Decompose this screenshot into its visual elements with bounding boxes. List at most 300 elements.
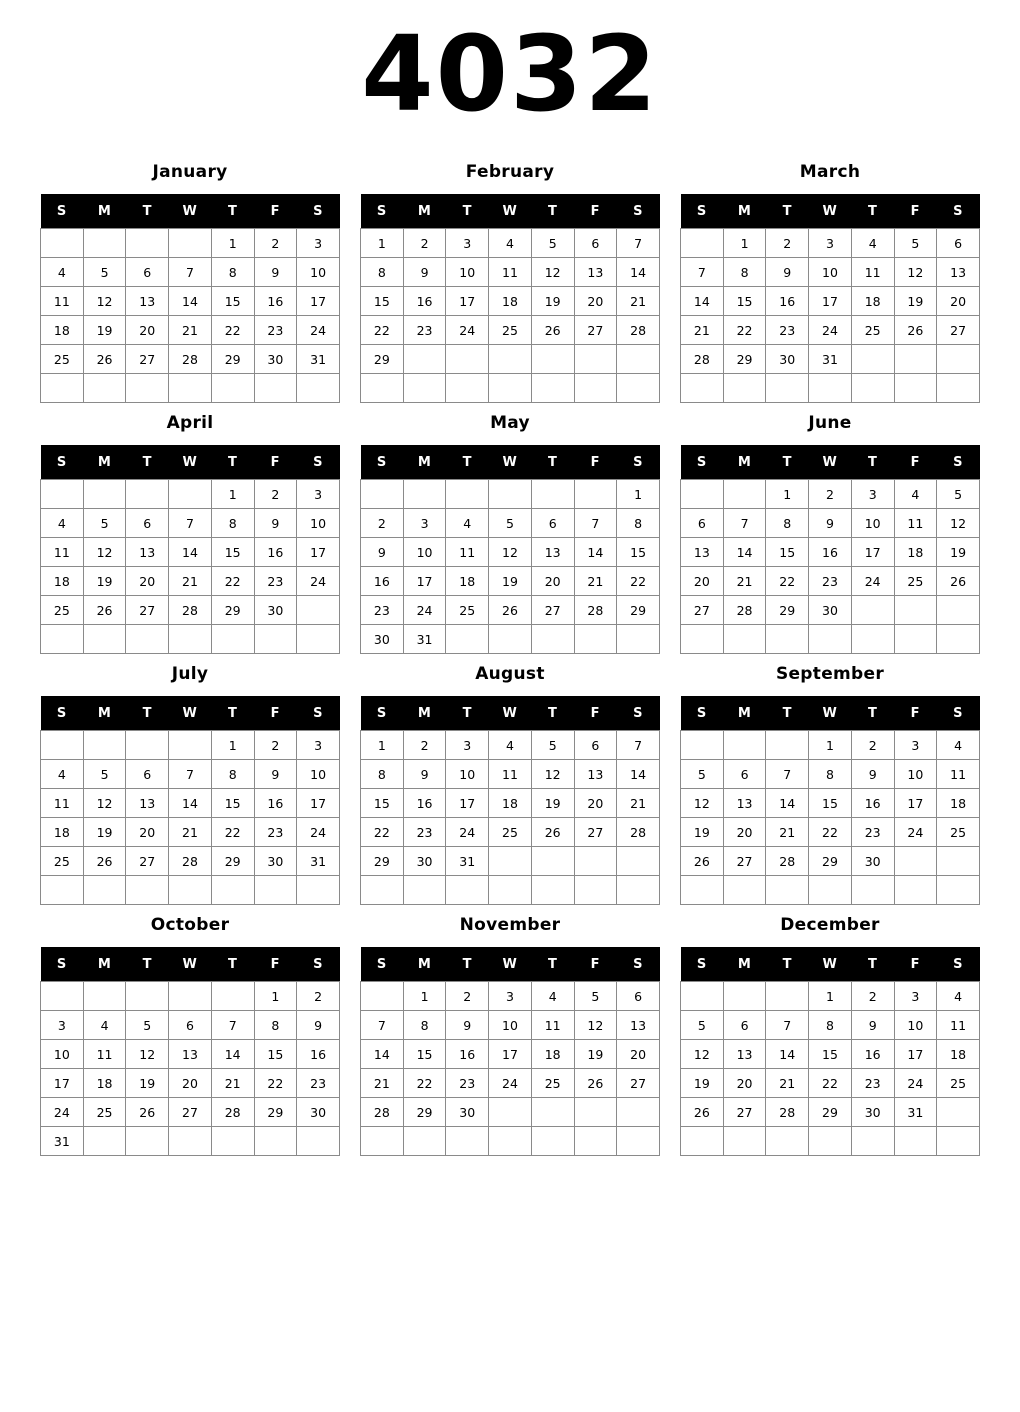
day-cell[interactable]: 26	[531, 818, 574, 847]
day-cell[interactable]: 10	[297, 509, 340, 538]
day-cell[interactable]: 15	[211, 789, 254, 818]
day-cell[interactable]: 23	[254, 567, 297, 596]
day-cell[interactable]: 10	[809, 258, 852, 287]
day-cell[interactable]: 1	[211, 480, 254, 509]
day-cell[interactable]: 27	[126, 847, 169, 876]
day-cell[interactable]: 29	[403, 1098, 446, 1127]
day-cell[interactable]: 16	[766, 287, 809, 316]
day-cell[interactable]: 24	[851, 567, 894, 596]
day-cell[interactable]: 9	[403, 760, 446, 789]
day-cell[interactable]: 6	[169, 1011, 212, 1040]
day-cell[interactable]: 26	[681, 1098, 724, 1127]
day-cell[interactable]: 28	[617, 818, 660, 847]
day-cell[interactable]: 21	[169, 567, 212, 596]
day-cell[interactable]: 22	[361, 818, 404, 847]
day-cell[interactable]: 2	[446, 982, 489, 1011]
day-cell[interactable]: 3	[894, 982, 937, 1011]
day-cell[interactable]: 3	[851, 480, 894, 509]
day-cell[interactable]: 15	[211, 287, 254, 316]
day-cell[interactable]: 18	[937, 1040, 980, 1069]
day-cell[interactable]: 31	[403, 625, 446, 654]
day-cell[interactable]: 11	[489, 258, 532, 287]
day-cell[interactable]: 13	[126, 287, 169, 316]
day-cell[interactable]: 20	[937, 287, 980, 316]
day-cell[interactable]: 6	[574, 229, 617, 258]
day-cell[interactable]: 15	[809, 789, 852, 818]
day-cell[interactable]: 3	[489, 982, 532, 1011]
day-cell[interactable]: 9	[361, 538, 404, 567]
day-cell[interactable]: 26	[574, 1069, 617, 1098]
day-cell[interactable]: 3	[894, 731, 937, 760]
day-cell[interactable]: 2	[254, 480, 297, 509]
day-cell[interactable]: 14	[574, 538, 617, 567]
day-cell[interactable]: 18	[489, 789, 532, 818]
day-cell[interactable]: 24	[297, 818, 340, 847]
day-cell[interactable]: 27	[126, 596, 169, 625]
day-cell[interactable]: 31	[894, 1098, 937, 1127]
day-cell[interactable]: 16	[254, 287, 297, 316]
day-cell[interactable]: 7	[211, 1011, 254, 1040]
day-cell[interactable]: 19	[126, 1069, 169, 1098]
day-cell[interactable]: 2	[361, 509, 404, 538]
day-cell[interactable]: 29	[211, 345, 254, 374]
day-cell[interactable]: 29	[809, 1098, 852, 1127]
day-cell[interactable]: 3	[297, 229, 340, 258]
day-cell[interactable]: 29	[211, 847, 254, 876]
day-cell[interactable]: 5	[681, 1011, 724, 1040]
day-cell[interactable]: 17	[446, 287, 489, 316]
day-cell[interactable]: 20	[723, 1069, 766, 1098]
day-cell[interactable]: 25	[489, 316, 532, 345]
day-cell[interactable]: 11	[446, 538, 489, 567]
day-cell[interactable]: 3	[403, 509, 446, 538]
day-cell[interactable]: 7	[169, 760, 212, 789]
day-cell[interactable]: 1	[809, 731, 852, 760]
day-cell[interactable]: 7	[766, 760, 809, 789]
day-cell[interactable]: 18	[489, 287, 532, 316]
day-cell[interactable]: 1	[361, 731, 404, 760]
day-cell[interactable]: 28	[361, 1098, 404, 1127]
day-cell[interactable]: 28	[574, 596, 617, 625]
day-cell[interactable]: 25	[41, 596, 84, 625]
day-cell[interactable]: 5	[531, 731, 574, 760]
day-cell[interactable]: 20	[126, 316, 169, 345]
day-cell[interactable]: 13	[574, 258, 617, 287]
day-cell[interactable]: 12	[83, 287, 126, 316]
day-cell[interactable]: 17	[894, 789, 937, 818]
day-cell[interactable]: 30	[254, 596, 297, 625]
day-cell[interactable]: 29	[211, 596, 254, 625]
day-cell[interactable]: 26	[126, 1098, 169, 1127]
day-cell[interactable]: 9	[851, 1011, 894, 1040]
day-cell[interactable]: 10	[489, 1011, 532, 1040]
day-cell[interactable]: 30	[403, 847, 446, 876]
day-cell[interactable]: 1	[809, 982, 852, 1011]
day-cell[interactable]: 29	[361, 345, 404, 374]
day-cell[interactable]: 6	[126, 258, 169, 287]
day-cell[interactable]: 19	[574, 1040, 617, 1069]
day-cell[interactable]: 15	[254, 1040, 297, 1069]
day-cell[interactable]: 9	[254, 258, 297, 287]
day-cell[interactable]: 10	[297, 760, 340, 789]
day-cell[interactable]: 24	[446, 316, 489, 345]
day-cell[interactable]: 14	[169, 287, 212, 316]
day-cell[interactable]: 30	[766, 345, 809, 374]
day-cell[interactable]: 19	[83, 316, 126, 345]
day-cell[interactable]: 13	[723, 1040, 766, 1069]
day-cell[interactable]: 23	[254, 818, 297, 847]
day-cell[interactable]: 16	[254, 789, 297, 818]
day-cell[interactable]: 1	[211, 731, 254, 760]
day-cell[interactable]: 30	[254, 847, 297, 876]
day-cell[interactable]: 17	[297, 789, 340, 818]
day-cell[interactable]: 14	[681, 287, 724, 316]
day-cell[interactable]: 12	[489, 538, 532, 567]
day-cell[interactable]: 21	[617, 789, 660, 818]
day-cell[interactable]: 15	[361, 287, 404, 316]
day-cell[interactable]: 21	[723, 567, 766, 596]
day-cell[interactable]: 5	[681, 760, 724, 789]
day-cell[interactable]: 22	[403, 1069, 446, 1098]
day-cell[interactable]: 16	[254, 538, 297, 567]
day-cell[interactable]: 1	[766, 480, 809, 509]
day-cell[interactable]: 9	[446, 1011, 489, 1040]
day-cell[interactable]: 22	[211, 316, 254, 345]
day-cell[interactable]: 3	[297, 480, 340, 509]
day-cell[interactable]: 13	[937, 258, 980, 287]
day-cell[interactable]: 12	[531, 760, 574, 789]
day-cell[interactable]: 3	[297, 731, 340, 760]
day-cell[interactable]: 3	[446, 731, 489, 760]
day-cell[interactable]: 31	[446, 847, 489, 876]
day-cell[interactable]: 12	[681, 789, 724, 818]
day-cell[interactable]: 1	[617, 480, 660, 509]
day-cell[interactable]: 24	[894, 1069, 937, 1098]
day-cell[interactable]: 1	[211, 229, 254, 258]
day-cell[interactable]: 30	[254, 345, 297, 374]
day-cell[interactable]: 27	[126, 345, 169, 374]
day-cell[interactable]: 16	[809, 538, 852, 567]
day-cell[interactable]: 11	[894, 509, 937, 538]
day-cell[interactable]: 23	[851, 1069, 894, 1098]
day-cell[interactable]: 13	[574, 760, 617, 789]
day-cell[interactable]: 24	[297, 567, 340, 596]
day-cell[interactable]: 16	[361, 567, 404, 596]
day-cell[interactable]: 7	[574, 509, 617, 538]
day-cell[interactable]: 30	[361, 625, 404, 654]
day-cell[interactable]: 9	[809, 509, 852, 538]
day-cell[interactable]: 2	[766, 229, 809, 258]
day-cell[interactable]: 13	[126, 789, 169, 818]
day-cell[interactable]: 19	[489, 567, 532, 596]
day-cell[interactable]: 4	[531, 982, 574, 1011]
day-cell[interactable]: 20	[723, 818, 766, 847]
day-cell[interactable]: 27	[937, 316, 980, 345]
day-cell[interactable]: 14	[766, 789, 809, 818]
day-cell[interactable]: 10	[403, 538, 446, 567]
day-cell[interactable]: 23	[809, 567, 852, 596]
day-cell[interactable]: 10	[297, 258, 340, 287]
day-cell[interactable]: 13	[723, 789, 766, 818]
day-cell[interactable]: 14	[169, 789, 212, 818]
day-cell[interactable]: 11	[41, 789, 84, 818]
day-cell[interactable]: 8	[809, 760, 852, 789]
day-cell[interactable]: 12	[83, 538, 126, 567]
day-cell[interactable]: 21	[574, 567, 617, 596]
day-cell[interactable]: 3	[809, 229, 852, 258]
day-cell[interactable]: 4	[489, 229, 532, 258]
day-cell[interactable]: 17	[403, 567, 446, 596]
day-cell[interactable]: 24	[446, 818, 489, 847]
day-cell[interactable]: 7	[169, 258, 212, 287]
day-cell[interactable]: 22	[617, 567, 660, 596]
day-cell[interactable]: 26	[83, 847, 126, 876]
day-cell[interactable]: 16	[403, 789, 446, 818]
day-cell[interactable]: 13	[681, 538, 724, 567]
day-cell[interactable]: 14	[169, 538, 212, 567]
day-cell[interactable]: 10	[446, 258, 489, 287]
day-cell[interactable]: 18	[41, 818, 84, 847]
day-cell[interactable]: 4	[894, 480, 937, 509]
day-cell[interactable]: 13	[126, 538, 169, 567]
day-cell[interactable]: 20	[126, 818, 169, 847]
day-cell[interactable]: 20	[126, 567, 169, 596]
day-cell[interactable]: 23	[297, 1069, 340, 1098]
day-cell[interactable]: 19	[681, 1069, 724, 1098]
day-cell[interactable]: 29	[723, 345, 766, 374]
day-cell[interactable]: 8	[723, 258, 766, 287]
day-cell[interactable]: 31	[297, 847, 340, 876]
day-cell[interactable]: 6	[126, 760, 169, 789]
day-cell[interactable]: 8	[766, 509, 809, 538]
day-cell[interactable]: 26	[937, 567, 980, 596]
day-cell[interactable]: 8	[403, 1011, 446, 1040]
day-cell[interactable]: 6	[723, 760, 766, 789]
day-cell[interactable]: 29	[766, 596, 809, 625]
day-cell[interactable]: 5	[937, 480, 980, 509]
day-cell[interactable]: 22	[254, 1069, 297, 1098]
day-cell[interactable]: 28	[766, 1098, 809, 1127]
day-cell[interactable]: 11	[41, 538, 84, 567]
day-cell[interactable]: 29	[617, 596, 660, 625]
day-cell[interactable]: 19	[531, 287, 574, 316]
day-cell[interactable]: 21	[361, 1069, 404, 1098]
day-cell[interactable]: 6	[126, 509, 169, 538]
day-cell[interactable]: 2	[254, 229, 297, 258]
day-cell[interactable]: 21	[681, 316, 724, 345]
day-cell[interactable]: 17	[297, 287, 340, 316]
day-cell[interactable]: 26	[489, 596, 532, 625]
day-cell[interactable]: 20	[169, 1069, 212, 1098]
day-cell[interactable]: 17	[446, 789, 489, 818]
day-cell[interactable]: 27	[574, 316, 617, 345]
day-cell[interactable]: 9	[851, 760, 894, 789]
day-cell[interactable]: 4	[83, 1011, 126, 1040]
day-cell[interactable]: 8	[211, 509, 254, 538]
day-cell[interactable]: 7	[617, 229, 660, 258]
day-cell[interactable]: 14	[361, 1040, 404, 1069]
day-cell[interactable]: 21	[169, 818, 212, 847]
day-cell[interactable]: 28	[169, 596, 212, 625]
day-cell[interactable]: 6	[531, 509, 574, 538]
day-cell[interactable]: 15	[361, 789, 404, 818]
day-cell[interactable]: 24	[894, 818, 937, 847]
day-cell[interactable]: 4	[937, 731, 980, 760]
day-cell[interactable]: 23	[403, 818, 446, 847]
day-cell[interactable]: 6	[937, 229, 980, 258]
day-cell[interactable]: 8	[211, 760, 254, 789]
day-cell[interactable]: 10	[894, 1011, 937, 1040]
day-cell[interactable]: 8	[361, 760, 404, 789]
day-cell[interactable]: 23	[254, 316, 297, 345]
day-cell[interactable]: 8	[617, 509, 660, 538]
day-cell[interactable]: 5	[894, 229, 937, 258]
day-cell[interactable]: 12	[937, 509, 980, 538]
day-cell[interactable]: 25	[937, 818, 980, 847]
day-cell[interactable]: 23	[766, 316, 809, 345]
day-cell[interactable]: 30	[297, 1098, 340, 1127]
day-cell[interactable]: 2	[809, 480, 852, 509]
day-cell[interactable]: 27	[723, 847, 766, 876]
day-cell[interactable]: 18	[41, 567, 84, 596]
day-cell[interactable]: 22	[211, 818, 254, 847]
day-cell[interactable]: 22	[766, 567, 809, 596]
day-cell[interactable]: 8	[809, 1011, 852, 1040]
day-cell[interactable]: 14	[766, 1040, 809, 1069]
day-cell[interactable]: 1	[361, 229, 404, 258]
day-cell[interactable]: 17	[41, 1069, 84, 1098]
day-cell[interactable]: 22	[809, 1069, 852, 1098]
day-cell[interactable]: 16	[297, 1040, 340, 1069]
day-cell[interactable]: 12	[83, 789, 126, 818]
day-cell[interactable]: 5	[489, 509, 532, 538]
day-cell[interactable]: 21	[766, 818, 809, 847]
day-cell[interactable]: 4	[41, 258, 84, 287]
day-cell[interactable]: 9	[254, 760, 297, 789]
day-cell[interactable]: 26	[83, 345, 126, 374]
day-cell[interactable]: 19	[83, 567, 126, 596]
day-cell[interactable]: 20	[681, 567, 724, 596]
day-cell[interactable]: 23	[403, 316, 446, 345]
day-cell[interactable]: 26	[681, 847, 724, 876]
day-cell[interactable]: 26	[531, 316, 574, 345]
day-cell[interactable]: 17	[894, 1040, 937, 1069]
day-cell[interactable]: 28	[617, 316, 660, 345]
day-cell[interactable]: 10	[446, 760, 489, 789]
day-cell[interactable]: 23	[851, 818, 894, 847]
day-cell[interactable]: 15	[617, 538, 660, 567]
day-cell[interactable]: 8	[361, 258, 404, 287]
day-cell[interactable]: 17	[489, 1040, 532, 1069]
day-cell[interactable]: 27	[531, 596, 574, 625]
day-cell[interactable]: 27	[617, 1069, 660, 1098]
day-cell[interactable]: 29	[254, 1098, 297, 1127]
day-cell[interactable]: 16	[851, 789, 894, 818]
day-cell[interactable]: 11	[937, 760, 980, 789]
day-cell[interactable]: 2	[851, 982, 894, 1011]
day-cell[interactable]: 19	[83, 818, 126, 847]
day-cell[interactable]: 19	[894, 287, 937, 316]
day-cell[interactable]: 24	[489, 1069, 532, 1098]
day-cell[interactable]: 27	[681, 596, 724, 625]
day-cell[interactable]: 30	[851, 847, 894, 876]
day-cell[interactable]: 24	[809, 316, 852, 345]
day-cell[interactable]: 15	[723, 287, 766, 316]
day-cell[interactable]: 30	[809, 596, 852, 625]
day-cell[interactable]: 22	[211, 567, 254, 596]
day-cell[interactable]: 29	[809, 847, 852, 876]
day-cell[interactable]: 12	[126, 1040, 169, 1069]
day-cell[interactable]: 9	[403, 258, 446, 287]
day-cell[interactable]: 21	[211, 1069, 254, 1098]
day-cell[interactable]: 31	[41, 1127, 84, 1156]
day-cell[interactable]: 21	[617, 287, 660, 316]
day-cell[interactable]: 14	[617, 258, 660, 287]
day-cell[interactable]: 4	[851, 229, 894, 258]
day-cell[interactable]: 13	[169, 1040, 212, 1069]
day-cell[interactable]: 18	[41, 316, 84, 345]
day-cell[interactable]: 26	[894, 316, 937, 345]
day-cell[interactable]: 13	[531, 538, 574, 567]
day-cell[interactable]: 13	[617, 1011, 660, 1040]
day-cell[interactable]: 7	[617, 731, 660, 760]
day-cell[interactable]: 17	[851, 538, 894, 567]
day-cell[interactable]: 5	[574, 982, 617, 1011]
day-cell[interactable]: 16	[446, 1040, 489, 1069]
day-cell[interactable]: 19	[937, 538, 980, 567]
day-cell[interactable]: 14	[723, 538, 766, 567]
day-cell[interactable]: 7	[723, 509, 766, 538]
day-cell[interactable]: 5	[126, 1011, 169, 1040]
day-cell[interactable]: 2	[403, 229, 446, 258]
day-cell[interactable]: 4	[446, 509, 489, 538]
day-cell[interactable]: 27	[169, 1098, 212, 1127]
day-cell[interactable]: 9	[254, 509, 297, 538]
day-cell[interactable]: 20	[617, 1040, 660, 1069]
day-cell[interactable]: 10	[41, 1040, 84, 1069]
day-cell[interactable]: 17	[809, 287, 852, 316]
day-cell[interactable]: 2	[403, 731, 446, 760]
day-cell[interactable]: 15	[766, 538, 809, 567]
day-cell[interactable]: 18	[83, 1069, 126, 1098]
day-cell[interactable]: 19	[531, 789, 574, 818]
day-cell[interactable]: 30	[851, 1098, 894, 1127]
day-cell[interactable]: 11	[851, 258, 894, 287]
day-cell[interactable]: 1	[254, 982, 297, 1011]
day-cell[interactable]: 26	[83, 596, 126, 625]
day-cell[interactable]: 6	[723, 1011, 766, 1040]
day-cell[interactable]: 19	[681, 818, 724, 847]
day-cell[interactable]: 28	[169, 847, 212, 876]
day-cell[interactable]: 25	[937, 1069, 980, 1098]
day-cell[interactable]: 24	[297, 316, 340, 345]
day-cell[interactable]: 25	[851, 316, 894, 345]
day-cell[interactable]: 29	[361, 847, 404, 876]
day-cell[interactable]: 31	[297, 345, 340, 374]
day-cell[interactable]: 11	[937, 1011, 980, 1040]
day-cell[interactable]: 20	[574, 789, 617, 818]
day-cell[interactable]: 28	[723, 596, 766, 625]
day-cell[interactable]: 5	[531, 229, 574, 258]
day-cell[interactable]: 3	[41, 1011, 84, 1040]
day-cell[interactable]: 16	[851, 1040, 894, 1069]
day-cell[interactable]: 5	[83, 760, 126, 789]
day-cell[interactable]: 3	[446, 229, 489, 258]
day-cell[interactable]: 12	[531, 258, 574, 287]
day-cell[interactable]: 6	[681, 509, 724, 538]
day-cell[interactable]: 18	[894, 538, 937, 567]
day-cell[interactable]: 28	[211, 1098, 254, 1127]
